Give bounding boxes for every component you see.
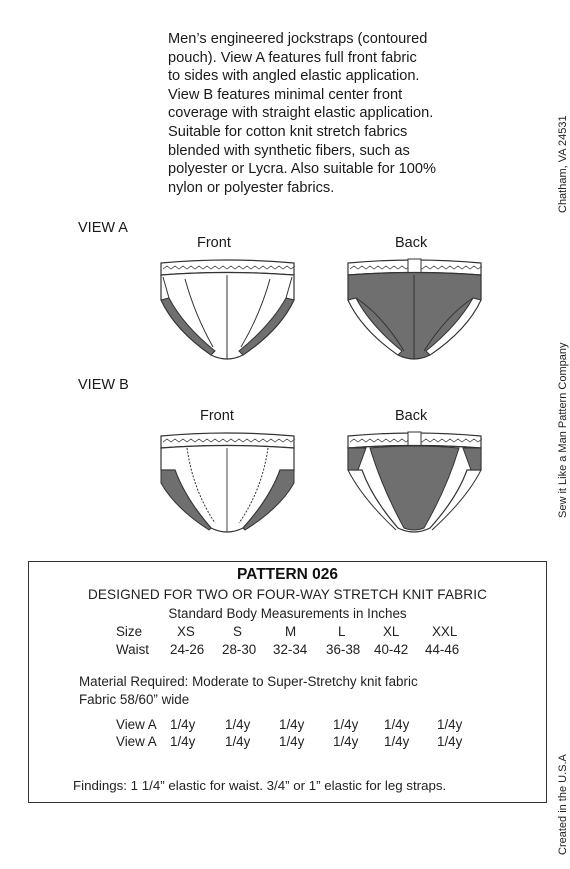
pattern-info-box — [28, 561, 547, 803]
description-line: pouch). View A features full front fabric — [168, 49, 417, 66]
description-line: blended with synthetic fibers, such as — [168, 142, 410, 159]
view-a-front-illustration — [155, 255, 300, 370]
yardage-cell: 1/4y — [333, 717, 359, 732]
waist-label: Waist — [116, 642, 149, 657]
view-a-label: VIEW A — [78, 220, 128, 236]
yardage-cell: 1/4y — [384, 734, 410, 749]
findings-text: Findings: 1 1/4” elastic for waist. 3/4” or 1” elastic for leg straps. — [73, 778, 447, 793]
yardage-cell: 1/4y — [170, 734, 196, 749]
view-b-back-illustration — [342, 428, 487, 543]
yardage-cell: 1/4y — [279, 717, 305, 732]
yardage-cell: 1/4y — [225, 734, 251, 749]
view-b-front-illustration — [155, 428, 300, 543]
view-b-label: VIEW B — [78, 377, 129, 393]
view-a-back-label: Back — [395, 235, 428, 251]
description-line: View B features minimal center front — [168, 86, 403, 103]
size-cell: S — [233, 624, 242, 639]
yardage-row-label: View A — [116, 717, 157, 732]
material-required: Material Required: Moderate to Super-Stretchy knit fabric — [79, 674, 418, 689]
view-a-back-illustration — [342, 255, 487, 370]
size-cell: XL — [383, 624, 400, 639]
description-line: Men’s engineered jockstraps (contoured — [168, 31, 428, 47]
size-label: Size — [116, 624, 143, 639]
waist-cell: 24-26 — [170, 642, 205, 657]
waist-cell: 36-38 — [326, 642, 361, 657]
yardage-cell: 1/4y — [279, 734, 305, 749]
waist-cell: 28-30 — [222, 642, 257, 657]
yardage-cell: 1/4y — [384, 717, 410, 732]
pattern-title: PATTERN 026 — [236, 566, 339, 583]
description-line: nylon or polyester fabrics. — [168, 179, 335, 196]
description-line: to sides with angled elastic application. — [168, 68, 420, 85]
yardage-cell: 1/4y — [437, 717, 463, 732]
description-line: coverage with straight elastic application. — [168, 105, 434, 122]
yardage-row-label: View A — [116, 734, 157, 749]
pattern-subtitle: DESIGNED FOR TWO OR FOUR-WAY STRETCH KNIT FABRIC — [87, 587, 488, 602]
company-name: Sew it Like a Man Pattern Company — [557, 342, 569, 518]
measurements-heading: Standard Body Measurements in Inches — [168, 606, 407, 621]
size-cell: M — [285, 624, 297, 639]
view-b-front-label: Front — [200, 408, 234, 424]
yardage-cell: 1/4y — [333, 734, 359, 749]
description-line: Suitable for cotton knit stretch fabrics — [168, 123, 408, 140]
description — [168, 30, 498, 197]
view-b-back-label: Back — [395, 408, 428, 424]
waist-cell: 40-42 — [374, 642, 409, 657]
waist-cell: 44-46 — [425, 642, 460, 657]
yardage-cell: 1/4y — [170, 717, 196, 732]
yardage-cell: 1/4y — [225, 717, 251, 732]
view-a-front-label: Front — [197, 235, 231, 251]
size-cell: L — [338, 624, 346, 639]
size-cell: XXL — [432, 624, 458, 639]
origin-text: Created in the U.S.A — [557, 754, 569, 855]
fabric-width: Fabric 58/60” wide — [79, 692, 190, 707]
size-cell: XS — [177, 624, 195, 639]
waist-cell: 32-34 — [273, 642, 308, 657]
description-line: polyester or Lycra. Also suitable for 100% — [168, 161, 436, 178]
yardage-cell: 1/4y — [437, 734, 463, 749]
location-text: Chatham, VA 24531 — [557, 115, 569, 213]
